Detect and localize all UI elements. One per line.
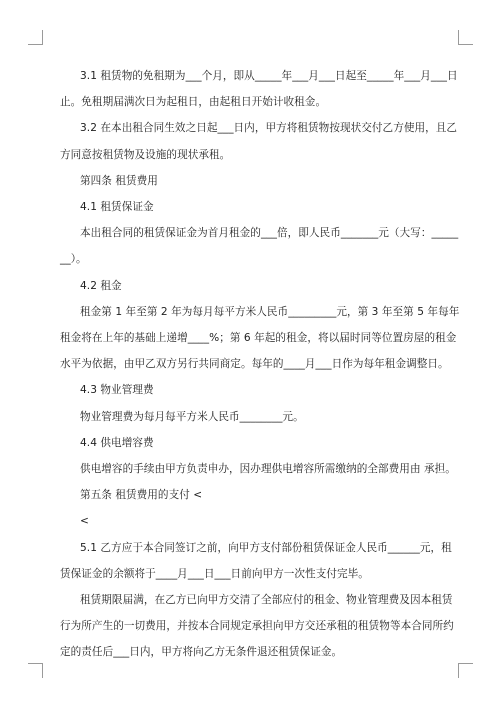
text-line: 止。免租期届满次日为起租日，由起租日开始计收租金。 xyxy=(60,96,327,109)
text-line: 3.1 租赁物的免租期为___个月，即从_____年___月___日起至_____年___月___日 xyxy=(80,70,458,82)
crop-mark-bottom-left xyxy=(28,663,43,678)
text-line: 供电增容的手续由甲方负责申办，因办理供电增容所需缴纳的全部费用由 承担。 xyxy=(80,463,456,476)
section-heading: 第四条 租赁费用 xyxy=(80,174,158,187)
text-line: 定的责任后___日内，甲方将向乙方无条件退还租赁保证金。 xyxy=(60,646,343,659)
text-line: 5.1 乙方应于本合同签订之前，向甲方支付部份租赁保证金人民币______元，租 xyxy=(80,541,452,554)
text-line: < xyxy=(80,515,89,528)
subsection-heading: 4.2 租金 xyxy=(80,279,122,292)
text-line: 赁保证金的余额将于____月___日___日前向甲方一次性支付完毕。 xyxy=(60,567,369,580)
subsection-heading: 4.4 供电增容费 xyxy=(80,436,154,449)
text-line: 水平为依据，由甲乙双方另行共同商定。每年的____月___日作为每年租金调整日。 xyxy=(60,358,449,371)
text-line: 租金第 1 年至第 2 年为每月每平方米人民币_________元，第 3 年至第 5 年每年 xyxy=(80,305,460,318)
subsection-heading: 4.1 租赁保证金 xyxy=(80,201,154,214)
text-line: 物业管理费为每月每平方米人民币________元。 xyxy=(80,410,304,423)
text-line: 方同意按租赁物及设施的现状承租。 xyxy=(60,148,231,161)
subsection-heading: 4.3 物业管理费 xyxy=(80,384,154,397)
section-heading: 第五条 租赁费用的支付 < xyxy=(80,489,203,502)
text-line: 租金将在上年的基础上递增____%；第 6 年起的租金，将以届时同等位置房屋的租金 xyxy=(60,332,457,345)
crop-mark-bottom-right xyxy=(458,663,473,678)
document-body xyxy=(60,63,460,666)
crop-mark-top-left xyxy=(28,30,43,45)
text-line: 行为所产生的一切费用，并按本合同规定承担向甲方交还承租的租赁物等本合同所约 xyxy=(60,620,454,633)
crop-mark-top-right xyxy=(458,30,473,45)
text-line: 租赁期限届满，在乙方已向甲方交清了全部应付的租金、物业管理费及因本租赁 xyxy=(80,594,453,607)
text-line: __）。 xyxy=(60,253,87,266)
text-line: 3.2 在本出租合同生效之日起___日内，甲方将租赁物按现状交付乙方使用，且乙 xyxy=(80,122,458,135)
text-line: 本出租合同的租赁保证金为首月租金的___倍，即人民币_______元（大写：_____ xyxy=(80,227,459,240)
